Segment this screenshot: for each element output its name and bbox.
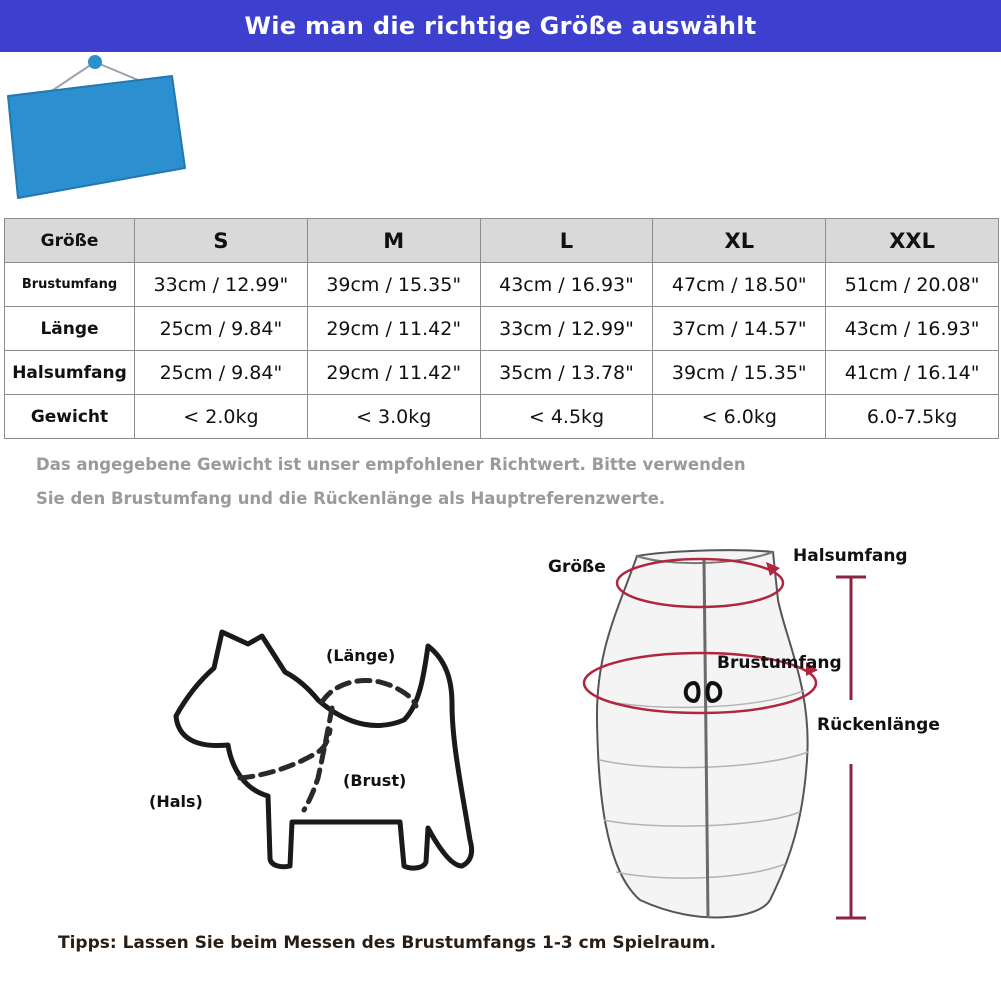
dog-vest-icon <box>584 550 818 918</box>
table-cell: < 3.0kg <box>307 395 480 439</box>
label-chest: (Brust) <box>343 771 407 790</box>
table-cell: 35cm / 13.78" <box>480 351 653 395</box>
table-cell: 41cm / 16.14" <box>826 351 999 395</box>
table-cell: 47cm / 18.50" <box>653 263 826 307</box>
table-cell: 33cm / 12.99" <box>135 263 308 307</box>
table-cell: 51cm / 20.08" <box>826 263 999 307</box>
label-vest-chest: Brustumfang <box>717 653 842 673</box>
label-neck: (Hals) <box>149 792 203 811</box>
header-size-xxl: XXL <box>826 219 999 263</box>
table-cell: 33cm / 12.99" <box>480 307 653 351</box>
table-cell: 25cm / 9.84" <box>135 351 308 395</box>
table-cell: 25cm / 9.84" <box>135 307 308 351</box>
label-length: (Länge) <box>326 646 396 665</box>
note-line-2: Sie den Brustumfang und die Rückenlänge als Hauptreferenzwerte. <box>36 489 666 508</box>
page-title: Wie man die richtige Größe auswählt <box>244 12 757 40</box>
row-label-weight: Gewicht <box>5 395 135 439</box>
row-label-chest: Brustumfang <box>5 263 135 307</box>
table-cell: 39cm / 15.35" <box>653 351 826 395</box>
header-size-xl: XL <box>653 219 826 263</box>
row-label-neck: Halsumfang <box>5 351 135 395</box>
table-cell: 6.0-7.5kg <box>826 395 999 439</box>
table-cell: 43cm / 16.93" <box>480 263 653 307</box>
back-length-marker <box>836 577 866 918</box>
table-cell: 37cm / 14.57" <box>653 307 826 351</box>
label-vest-size: Größe <box>548 557 606 577</box>
table-cell: < 6.0kg <box>653 395 826 439</box>
table-cell: < 2.0kg <box>135 395 308 439</box>
table-cell: 29cm / 11.42" <box>307 307 480 351</box>
table-cell: 43cm / 16.93" <box>826 307 999 351</box>
table-cell: < 4.5kg <box>480 395 653 439</box>
header-size-m: M <box>307 219 480 263</box>
table-cell: 29cm / 11.42" <box>307 351 480 395</box>
dog-measure-lines <box>240 680 416 810</box>
label-vest-neck: Halsumfang <box>793 546 908 566</box>
header-size-l: L <box>480 219 653 263</box>
label-vest-back: Rückenlänge <box>817 715 940 735</box>
note-line-1: Das angegebene Gewicht ist unser empfohlener Richtwert. Bitte verwenden <box>36 455 746 474</box>
row-label-length: Länge <box>5 307 135 351</box>
header-size-s: S <box>135 219 308 263</box>
tip-text: Tipps: Lassen Sie beim Messen des Brustumfangs 1-3 cm Spielraum. <box>58 933 717 953</box>
header-size-label: Größe <box>5 219 135 263</box>
table-cell: 39cm / 15.35" <box>307 263 480 307</box>
